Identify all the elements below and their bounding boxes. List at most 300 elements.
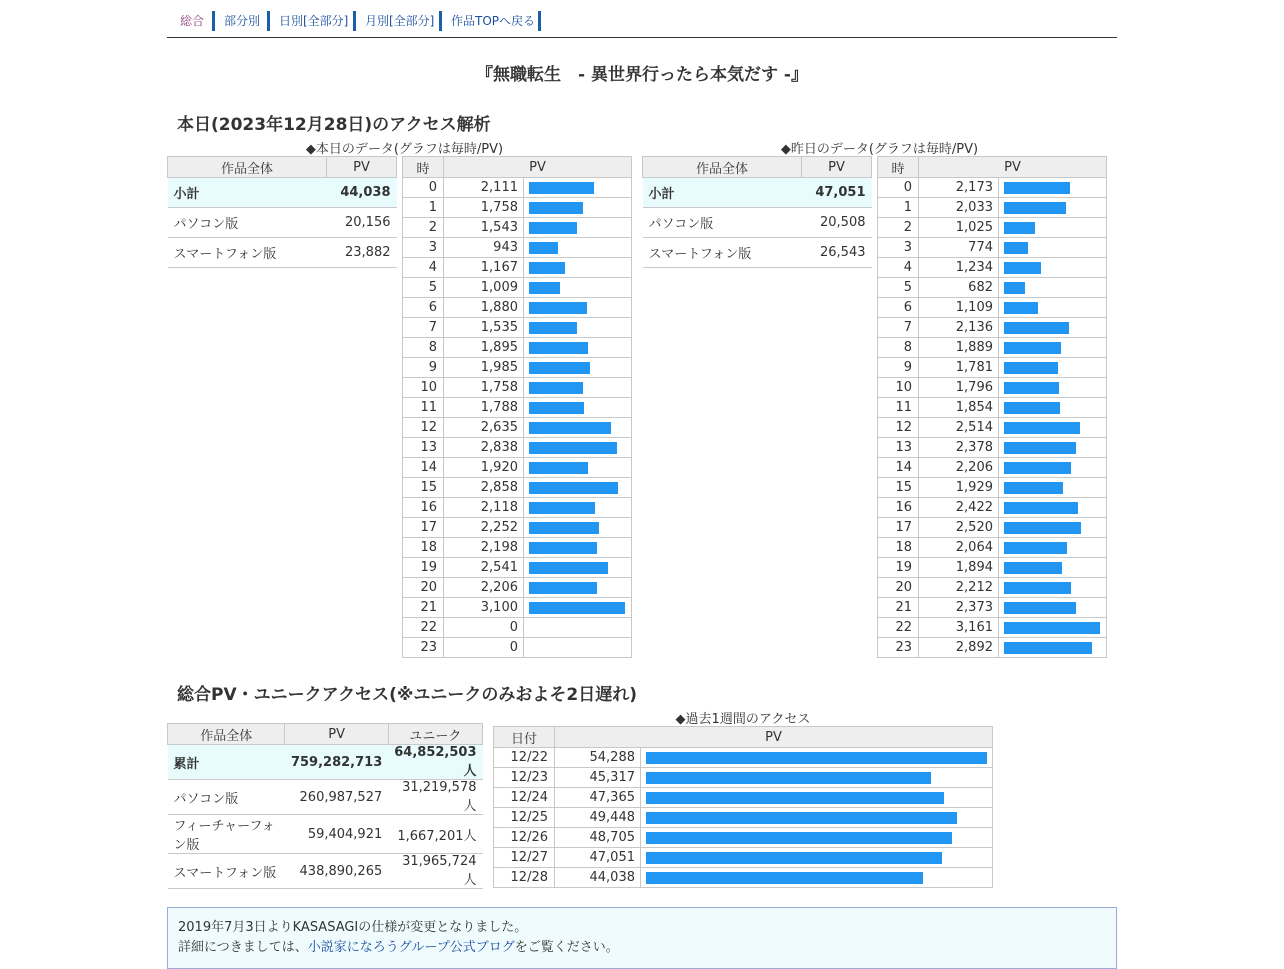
bar-cell	[999, 178, 1107, 198]
pv-bar	[529, 222, 577, 234]
hour-row	[403, 218, 632, 238]
hour-row	[403, 518, 632, 538]
pv-bar	[529, 482, 618, 494]
row-label: スマートフォン版	[168, 854, 285, 889]
hour-row	[878, 298, 1107, 318]
row-value: 1,854	[919, 398, 999, 418]
pv-bar	[646, 872, 923, 884]
row-label: 12/24	[494, 788, 555, 808]
pv-bar	[1004, 322, 1069, 334]
hour-row	[878, 458, 1107, 478]
pv-bar	[646, 792, 944, 804]
bar-cell	[524, 498, 632, 518]
col-header: PV	[444, 157, 632, 178]
row-value: 47,365	[555, 788, 641, 808]
row-value: 1,758	[444, 198, 524, 218]
today-summary-table	[167, 156, 397, 268]
pv-bar	[1004, 522, 1081, 534]
today-hourly-table	[402, 156, 632, 658]
hour-row	[878, 278, 1107, 298]
hour-row	[403, 298, 632, 318]
pv-bar	[1004, 602, 1076, 614]
row-label: 18	[878, 538, 919, 558]
row-value: 1,535	[444, 318, 524, 338]
row-label: 0	[403, 178, 444, 198]
bar-cell	[999, 478, 1107, 498]
pv-bar	[1004, 502, 1078, 514]
bar-cell	[524, 378, 632, 398]
table-row	[643, 178, 872, 208]
pv-bar	[646, 832, 952, 844]
hour-row	[878, 478, 1107, 498]
bar-cell	[641, 868, 993, 888]
hour-row	[403, 378, 632, 398]
bar-cell	[524, 318, 632, 338]
hour-row	[878, 518, 1107, 538]
row-value: 2,206	[919, 458, 999, 478]
bar-cell	[999, 578, 1107, 598]
pv-bar	[646, 812, 957, 824]
notice-line-2	[168, 938, 1116, 958]
row-value: 2,136	[919, 318, 999, 338]
row-label: 21	[403, 598, 444, 618]
hour-row	[403, 318, 632, 338]
row-value: 2,212	[919, 578, 999, 598]
nav-separator	[439, 11, 442, 31]
bar-cell	[524, 178, 632, 198]
pv-bar	[646, 852, 942, 864]
bar-cell	[524, 198, 632, 218]
row-label: 17	[878, 518, 919, 538]
pv-bar	[1004, 442, 1076, 454]
row-value: 2,514	[919, 418, 999, 438]
row-value: 2,252	[444, 518, 524, 538]
hour-row	[878, 178, 1107, 198]
row-value: 1,781	[919, 358, 999, 378]
row-label: パソコン版	[168, 780, 285, 815]
hour-row	[403, 358, 632, 378]
pv-bar	[1004, 562, 1062, 574]
col-header: PV	[327, 157, 397, 178]
row-label: 2	[878, 218, 919, 238]
row-value: 682	[919, 278, 999, 298]
row-label: 16	[403, 498, 444, 518]
day-row	[494, 748, 993, 768]
bar-cell	[999, 358, 1107, 378]
pv-bar	[529, 342, 588, 354]
pv-bar	[646, 772, 931, 784]
pv-bar	[1004, 582, 1071, 594]
nav-bar	[167, 0, 1117, 38]
row-pv: 260,987,527	[285, 780, 388, 815]
hour-row	[878, 638, 1107, 658]
bar-cell	[999, 558, 1107, 578]
notice-box	[167, 907, 1117, 969]
row-label: 7	[403, 318, 444, 338]
row-label: 4	[878, 258, 919, 278]
row-value: 1,009	[444, 278, 524, 298]
row-value: 47,051	[555, 848, 641, 868]
yesterday-caption: ◆昨日のデータ(グラフは毎時/PV)	[780, 142, 979, 157]
row-value: 2,206	[444, 578, 524, 598]
row-pv: 59,404,921	[285, 815, 388, 854]
bar-cell	[999, 198, 1107, 218]
row-label: 4	[403, 258, 444, 278]
pv-bar	[529, 362, 590, 374]
row-unique: 64,852,503人	[388, 745, 482, 780]
pv-bar	[529, 182, 594, 194]
row-value: 20,156	[327, 208, 397, 238]
bar-cell	[999, 398, 1107, 418]
pv-bar	[529, 562, 608, 574]
pv-bar	[1004, 242, 1028, 254]
hour-row	[878, 558, 1107, 578]
bar-cell	[524, 258, 632, 278]
bar-cell	[999, 598, 1107, 618]
hour-row	[403, 458, 632, 478]
pv-bar	[1004, 362, 1058, 374]
nav-work-top[interactable]: 作品TOPへ戻る	[451, 14, 536, 28]
week-caption: ◆過去1週間のアクセス	[675, 712, 811, 727]
bar-cell	[641, 808, 993, 828]
row-value: 2,520	[919, 518, 999, 538]
pv-bar	[1004, 542, 1067, 554]
bar-cell	[999, 218, 1107, 238]
bar-cell	[524, 638, 632, 658]
row-value: 1,929	[919, 478, 999, 498]
pv-bar	[529, 602, 625, 614]
row-value: 2,858	[444, 478, 524, 498]
row-label: 9	[403, 358, 444, 378]
row-label: 13	[878, 438, 919, 458]
row-label: 16	[878, 498, 919, 518]
row-value: 1,025	[919, 218, 999, 238]
col-header: PV	[555, 727, 993, 748]
bar-cell	[641, 768, 993, 788]
table-row	[643, 238, 872, 268]
row-label: 5	[403, 278, 444, 298]
row-label: フィーチャーフォン版	[168, 815, 285, 854]
day-row	[494, 808, 993, 828]
pv-bar	[529, 402, 584, 414]
pv-bar	[529, 522, 599, 534]
bar-cell	[999, 238, 1107, 258]
row-label: スマートフォン版	[643, 238, 802, 268]
row-label: 12/26	[494, 828, 555, 848]
notice-text: 詳細につきましては、	[178, 940, 308, 955]
row-value: 1,788	[444, 398, 524, 418]
hour-row	[403, 438, 632, 458]
row-value: 48,705	[555, 828, 641, 848]
day-row	[494, 848, 993, 868]
bar-cell	[999, 418, 1107, 438]
row-label: 7	[878, 318, 919, 338]
pv-bar	[1004, 382, 1059, 394]
table-row	[168, 178, 397, 208]
row-value: 1,889	[919, 338, 999, 358]
row-value: 54,288	[555, 748, 641, 768]
yesterday-summary-table	[642, 156, 872, 268]
hour-row	[403, 618, 632, 638]
row-label: 8	[403, 338, 444, 358]
hour-row	[878, 318, 1107, 338]
total-summary-table	[167, 723, 483, 889]
official-blog-link[interactable]: 小説家になろうグループ公式ブログ	[307, 940, 515, 955]
row-label: パソコン版	[643, 208, 802, 238]
row-label: 8	[878, 338, 919, 358]
nav-daily[interactable]: 日別[全部分]	[279, 14, 349, 28]
row-label: 1	[878, 198, 919, 218]
hour-row	[878, 578, 1107, 598]
row-value: 45,317	[555, 768, 641, 788]
bar-cell	[999, 458, 1107, 478]
row-value: 2,373	[919, 598, 999, 618]
row-label: 12/28	[494, 868, 555, 888]
row-value: 1,543	[444, 218, 524, 238]
row-label: 18	[403, 538, 444, 558]
row-value: 1,796	[919, 378, 999, 398]
nav-by-part[interactable]: 部分別	[224, 14, 261, 28]
bar-cell	[524, 538, 632, 558]
row-label: 小計	[168, 178, 327, 208]
bar-cell	[999, 538, 1107, 558]
row-label: 2	[403, 218, 444, 238]
total-heading: 総合PV・ユニークアクセス(※ユニークのみおよそ2日遅れ)	[177, 685, 637, 705]
pv-bar	[529, 442, 617, 454]
row-label: 11	[403, 398, 444, 418]
hour-row	[403, 638, 632, 658]
nav-separator	[353, 11, 356, 31]
bar-cell	[999, 378, 1107, 398]
col-header: PV	[285, 724, 388, 745]
bar-cell	[641, 788, 993, 808]
table-row	[643, 208, 872, 238]
row-label: 22	[878, 618, 919, 638]
row-value: 2,064	[919, 538, 999, 558]
day-row	[494, 828, 993, 848]
row-label: 12/23	[494, 768, 555, 788]
hour-row	[878, 198, 1107, 218]
row-value: 2,198	[444, 538, 524, 558]
row-label: 20	[878, 578, 919, 598]
pv-bar	[529, 322, 577, 334]
col-header: PV	[802, 157, 872, 178]
row-value: 0	[444, 618, 524, 638]
row-value: 2,111	[444, 178, 524, 198]
bar-cell	[524, 438, 632, 458]
pv-bar	[1004, 462, 1071, 474]
row-unique: 31,965,724人	[388, 854, 482, 889]
bar-cell	[524, 278, 632, 298]
row-value: 1,167	[444, 258, 524, 278]
week-access-table	[493, 726, 993, 888]
day-row	[494, 768, 993, 788]
col-header: 作品全体	[168, 157, 327, 178]
row-value: 26,543	[802, 238, 872, 268]
bar-cell	[999, 498, 1107, 518]
pv-bar	[529, 462, 588, 474]
pv-bar	[1004, 642, 1092, 654]
hour-row	[878, 438, 1107, 458]
today-heading: 本日(2023年12月28日)のアクセス解析	[177, 115, 491, 135]
col-header: 時	[403, 157, 444, 178]
row-label: 0	[878, 178, 919, 198]
row-label: 6	[878, 298, 919, 318]
pv-bar	[529, 422, 611, 434]
pv-bar	[529, 582, 597, 594]
bar-cell	[999, 618, 1107, 638]
row-value: 49,448	[555, 808, 641, 828]
pv-bar	[1004, 482, 1063, 494]
bar-cell	[999, 338, 1107, 358]
row-label: 9	[878, 358, 919, 378]
row-value: 2,118	[444, 498, 524, 518]
col-header: 日付	[494, 727, 555, 748]
table-row	[168, 780, 483, 815]
pv-bar	[529, 242, 558, 254]
row-label: 6	[403, 298, 444, 318]
pv-bar	[1004, 342, 1061, 354]
row-unique: 31,219,578人	[388, 780, 482, 815]
row-value: 1,109	[919, 298, 999, 318]
pv-bar	[1004, 302, 1038, 314]
pv-bar	[529, 502, 595, 514]
row-label: 14	[878, 458, 919, 478]
bar-cell	[999, 638, 1107, 658]
hour-row	[878, 238, 1107, 258]
row-label: 19	[878, 558, 919, 578]
hour-row	[403, 598, 632, 618]
hour-row	[403, 478, 632, 498]
row-label: 12/25	[494, 808, 555, 828]
bar-cell	[999, 438, 1107, 458]
row-label: 22	[403, 618, 444, 638]
bar-cell	[999, 298, 1107, 318]
pv-bar	[529, 302, 587, 314]
row-label: 3	[878, 238, 919, 258]
bar-cell	[524, 458, 632, 478]
table-row	[168, 815, 483, 854]
row-label: 12	[403, 418, 444, 438]
pv-bar	[1004, 262, 1041, 274]
row-value: 1,985	[444, 358, 524, 378]
row-label: 10	[878, 378, 919, 398]
col-header: PV	[919, 157, 1107, 178]
pv-bar	[1004, 402, 1060, 414]
notice-text: をご覧ください。	[514, 940, 619, 955]
row-label: 14	[403, 458, 444, 478]
row-value: 1,894	[919, 558, 999, 578]
row-label: 21	[878, 598, 919, 618]
hour-row	[403, 198, 632, 218]
row-pv: 438,890,265	[285, 854, 388, 889]
bar-cell	[641, 828, 993, 848]
row-value: 2,892	[919, 638, 999, 658]
bar-cell	[524, 618, 632, 638]
row-value: 3,100	[444, 598, 524, 618]
bar-cell	[524, 218, 632, 238]
bar-cell	[999, 518, 1107, 538]
table-row	[168, 238, 397, 268]
row-value: 23,882	[327, 238, 397, 268]
pv-bar	[1004, 282, 1025, 294]
nav-overall[interactable]: 総合	[180, 14, 205, 28]
bar-cell	[524, 518, 632, 538]
bar-cell	[524, 398, 632, 418]
pv-bar	[529, 542, 597, 554]
hour-row	[878, 538, 1107, 558]
row-value: 2,422	[919, 498, 999, 518]
row-unique: 1,667,201人	[388, 815, 482, 854]
hour-row	[878, 418, 1107, 438]
hour-row	[403, 278, 632, 298]
yesterday-hourly-table	[877, 156, 1107, 658]
row-value: 2,378	[919, 438, 999, 458]
row-label: 15	[878, 478, 919, 498]
row-value: 943	[444, 238, 524, 258]
hour-row	[403, 398, 632, 418]
page-container	[167, 0, 1117, 955]
nav-monthly[interactable]: 月別[全部分]	[365, 14, 435, 28]
col-header: ユニーク	[388, 724, 482, 745]
today-caption: ◆本日のデータ(グラフは毎時/PV)	[305, 142, 504, 157]
hour-row	[403, 258, 632, 278]
pv-bar	[529, 382, 583, 394]
row-value: 2,635	[444, 418, 524, 438]
bar-cell	[641, 848, 993, 868]
col-header: 作品全体	[168, 724, 285, 745]
bar-cell	[524, 478, 632, 498]
bar-cell	[524, 558, 632, 578]
pv-bar	[1004, 222, 1035, 234]
bar-cell	[524, 338, 632, 358]
row-value: 2,838	[444, 438, 524, 458]
row-label: 17	[403, 518, 444, 538]
row-value: 1,920	[444, 458, 524, 478]
row-label: 20	[403, 578, 444, 598]
row-value: 44,038	[555, 868, 641, 888]
hour-row	[403, 538, 632, 558]
row-value: 3,161	[919, 618, 999, 638]
row-pv: 759,282,713	[285, 745, 388, 780]
row-label: 23	[878, 638, 919, 658]
hour-row	[878, 258, 1107, 278]
row-label: 小計	[643, 178, 802, 208]
hour-row	[878, 498, 1107, 518]
hour-row	[878, 358, 1107, 378]
bar-cell	[999, 258, 1107, 278]
row-value: 774	[919, 238, 999, 258]
hour-row	[403, 418, 632, 438]
bar-cell	[641, 748, 993, 768]
row-label: 11	[878, 398, 919, 418]
hour-row	[403, 578, 632, 598]
pv-bar	[1004, 422, 1080, 434]
page-title: 『無職転生 - 異世界行ったら本気だす -』	[476, 65, 808, 85]
row-label: スマートフォン版	[168, 238, 327, 268]
pv-bar	[529, 202, 583, 214]
hour-row	[403, 558, 632, 578]
pv-bar	[646, 752, 987, 764]
row-label: 1	[403, 198, 444, 218]
row-label: パソコン版	[168, 208, 327, 238]
pv-bar	[1004, 202, 1066, 214]
hour-row	[403, 178, 632, 198]
row-value: 2,173	[919, 178, 999, 198]
row-label: 23	[403, 638, 444, 658]
nav-separator	[267, 11, 270, 31]
pv-bar	[529, 262, 565, 274]
